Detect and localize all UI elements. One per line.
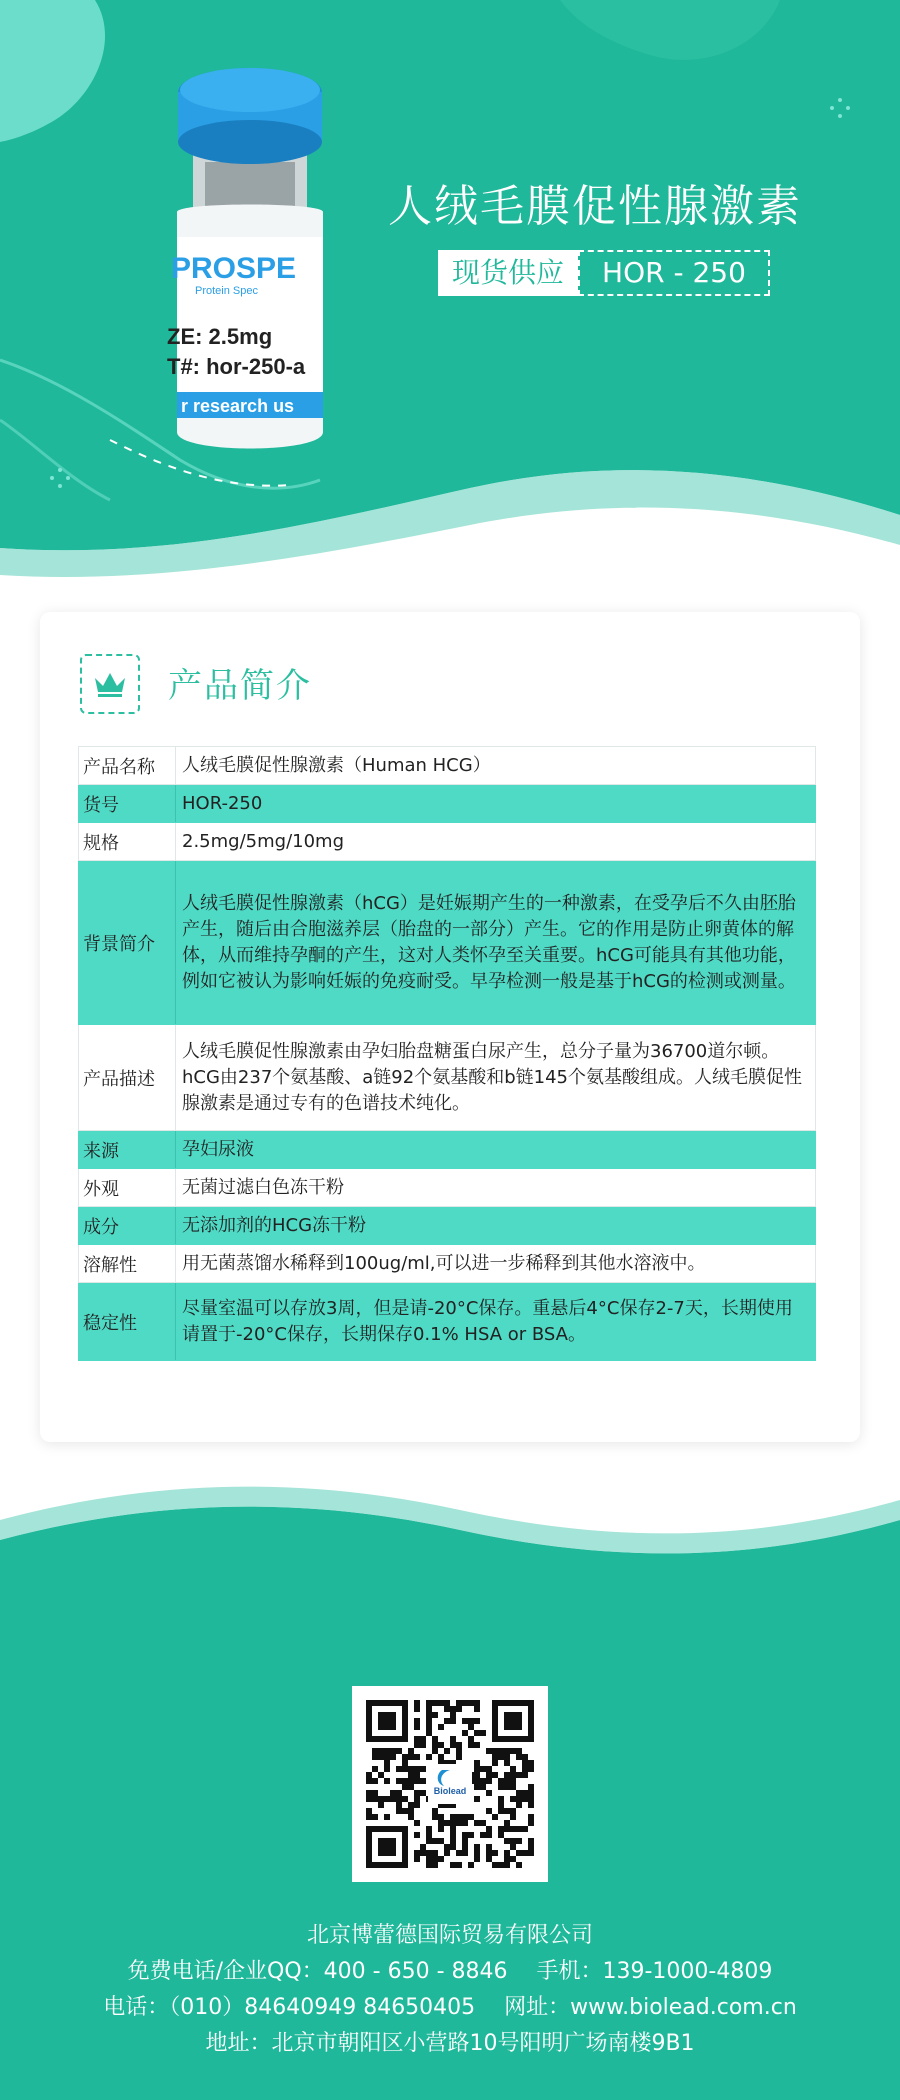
row-label: 溶解性 — [79, 1245, 176, 1283]
row-value: 孕妇尿液 — [176, 1131, 816, 1169]
row-value: 人绒毛膜促性腺激素（Human HCG） — [176, 747, 816, 785]
row-value: 人绒毛膜促性腺激素由孕妇胎盘糖蛋白尿产生，总分子量为36700道尔顿。hCG由237个氨基酸、a链92个氨基酸和b链145个氨基酸组成。人绒毛膜促性腺激素是通过专有的色谱技术纯化。 — [176, 1025, 816, 1131]
vial-image — [165, 62, 335, 462]
address-line: 地址：北京市朝阳区小营路10号阳明广场南楼9B1 — [205, 2031, 695, 2056]
table-row — [79, 861, 816, 1025]
product-code-tag: HOR - 250 — [578, 250, 770, 296]
section-title: 产品简介 — [168, 666, 312, 706]
row-value: 用无菌蒸馏水稀释到100ug/ml,可以进一步稀释到其他水溶液中。 — [176, 1245, 816, 1283]
table-row — [79, 785, 816, 823]
row-value: 尽量室温可以存放3周，但是请-20°C保存。重悬后4°C保存2-7天，长期使用请置于-20°C保存，长期保存0.1% HSA or BSA。 — [176, 1283, 816, 1361]
vial-lot: T#: hor-250-a — [167, 354, 306, 379]
row-value: 人绒毛膜促性腺激素（hCG）是妊娠期产生的一种激素，在受孕后不久由胚胎产生，随后由合胞滋养层（胎盘的一部分）产生。它的作用是防止卵黄体的解体，从而维持孕酮的产生，这对人类怀孕至关重要。hCG可能具有其他功能，例如它被认为影响妊娠的免疫耐受。早孕检测一般是基于hCG的检测或测量。 — [176, 861, 816, 1025]
row-label: 稳定性 — [79, 1283, 176, 1361]
vial-size: ZE: 2.5mg — [167, 324, 273, 349]
hero-banner — [0, 0, 900, 600]
row-value: 2.5mg/5mg/10mg — [176, 823, 816, 861]
product-title: 人绒毛膜促性腺激素 — [388, 181, 802, 232]
hero-background — [0, 0, 900, 600]
row-label: 货号 — [79, 785, 176, 823]
table-row — [79, 1025, 816, 1131]
row-label: 来源 — [79, 1131, 176, 1169]
qr-logo: Biolead — [433, 1786, 467, 1796]
vial-use: r research us — [181, 396, 295, 416]
row-value: 无添加剂的HCG冻干粉 — [176, 1207, 816, 1245]
row-value: 无菌过滤白色冻干粉 — [176, 1169, 816, 1207]
qr-code[interactable] — [352, 1686, 548, 1882]
table-row — [79, 747, 816, 785]
table-row — [79, 1207, 816, 1245]
stock-tag: 现货供应 — [438, 250, 578, 296]
company-name: 北京博蕾德国际贸易有限公司 — [306, 1923, 593, 1948]
spec-table — [78, 746, 816, 1361]
vial-sub: Protein Spec — [195, 285, 258, 297]
row-label: 产品名称 — [79, 747, 176, 785]
vial-brand: PROSPE — [171, 252, 297, 285]
intro-card — [40, 612, 860, 1442]
row-label: 规格 — [79, 823, 176, 861]
row-label: 外观 — [79, 1169, 176, 1207]
row-label: 成分 — [79, 1207, 176, 1245]
product-tags — [438, 250, 770, 296]
crown-icon — [80, 654, 140, 714]
tel-website-line: 电话：（010）84640949 84650405 网址：www.biolead.com.cn — [103, 1995, 797, 2020]
table-row — [79, 1245, 816, 1283]
phone-line: 免费电话/企业QQ：400 - 650 - 8846 手机：139-1000-4809 — [127, 1959, 773, 1984]
table-row — [79, 1131, 816, 1169]
table-row — [79, 823, 816, 861]
table-row — [79, 1169, 816, 1207]
row-label: 背景简介 — [79, 861, 176, 1025]
row-label: 产品描述 — [79, 1025, 176, 1131]
table-row — [79, 1283, 816, 1361]
row-value: HOR-250 — [176, 785, 816, 823]
